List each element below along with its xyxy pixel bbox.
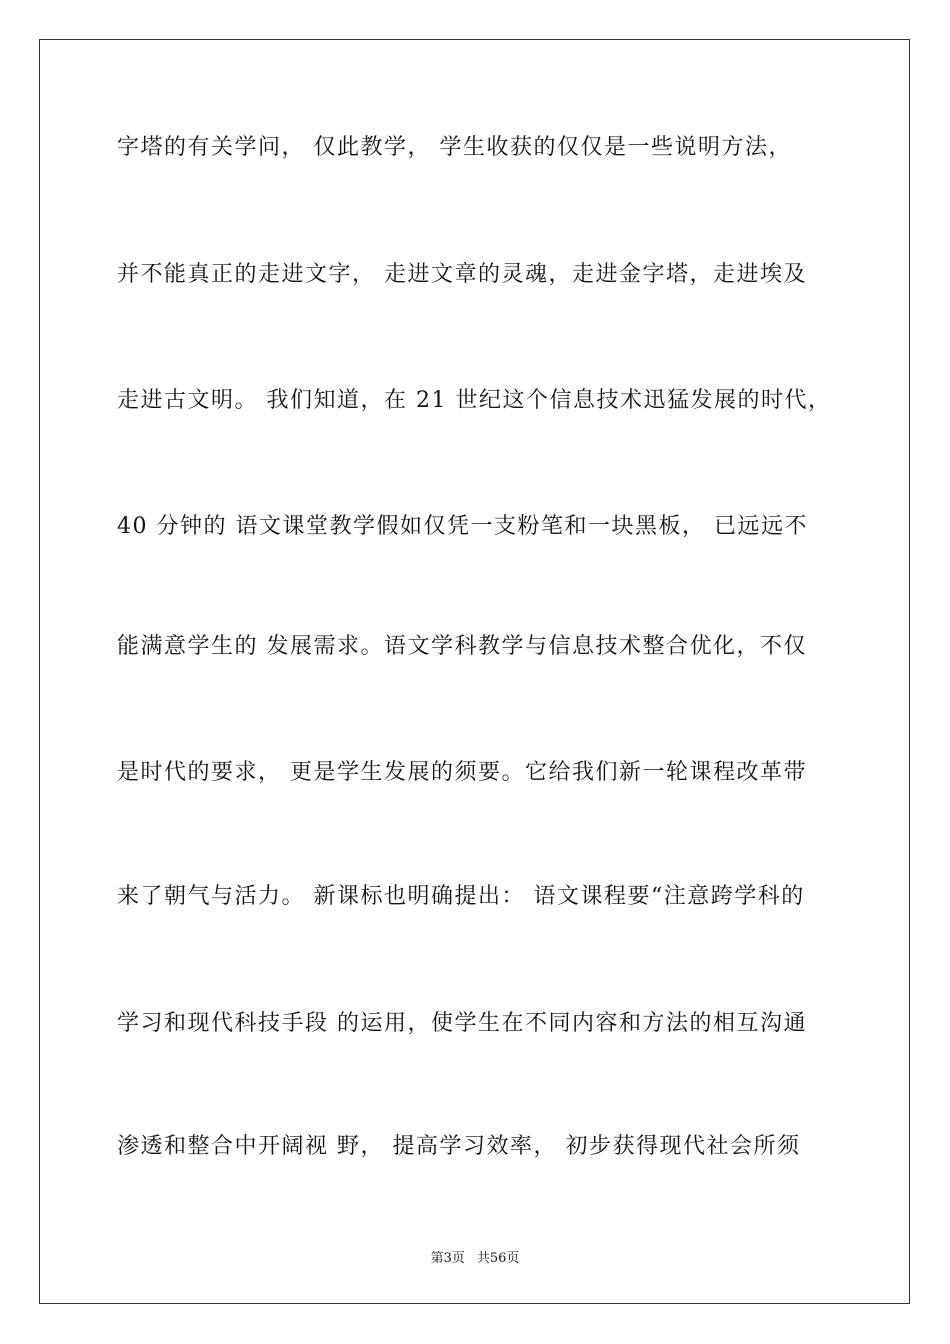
text-line: 并不能真正的走进文字， 走进文章的灵魂，走进金字塔，走进埃及 xyxy=(117,262,807,287)
text-line: 学习和现代科技手段 的运用，使学生在不同内容和方法的相互沟通 xyxy=(117,1011,807,1036)
text-line: 能满意学生的 发展需求。语文学科教学与信息技术整合优化，不仅 xyxy=(117,634,807,659)
text-line: 渗透和整合中开阔视 野， 提高学习效率， 初步获得现代社会所须 xyxy=(117,1134,801,1159)
total-pages: 共56页 xyxy=(476,1251,520,1266)
text-line: 字塔的有关学问， 仅此教学， 学生收获的仅仅是一些说明方法， xyxy=(117,135,792,160)
text-line: 40 分钟的 语文课堂教学假如仅凭一支粉笔和一块黑板， 已远远不 xyxy=(117,514,808,539)
text-line: 是时代的要求， 更是学生发展的须要。它给我们新一轮课程改革带 xyxy=(117,760,807,785)
text-line: 走进古文明。 我们知道，在 21 世纪这个信息技术迅猛发展的时代， xyxy=(117,388,832,413)
page-number: 第3页 xyxy=(430,1251,465,1266)
text-line: 来了朝气与活力。 新课标也明确提出： 语文课程要“注意跨学科的 xyxy=(117,884,805,909)
page-footer xyxy=(0,1247,950,1266)
